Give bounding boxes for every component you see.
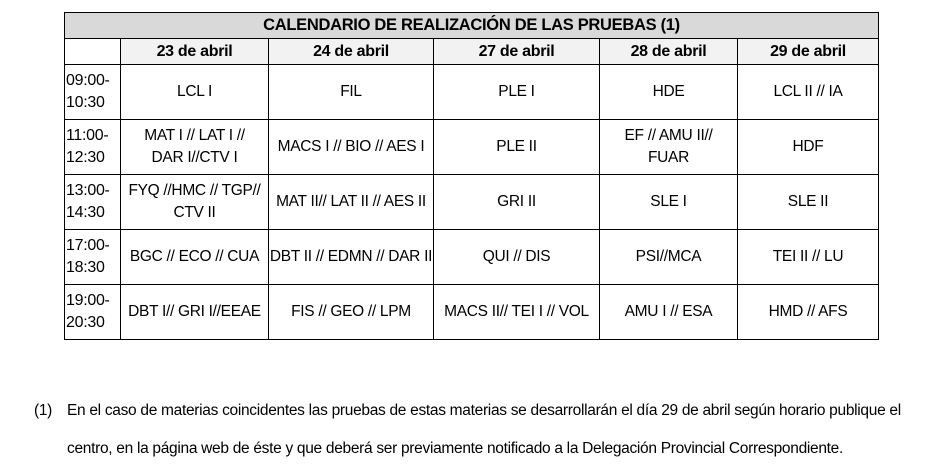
footnote-marker: (1) (34, 402, 53, 419)
header-date: 29 de abril (738, 39, 879, 65)
exam-subjects: HMD // AFS (768, 303, 848, 320)
exam-subjects: PLE II (496, 138, 537, 155)
exam-cell (434, 285, 600, 340)
exam-subjects: MACS I // BIO // AES I (277, 138, 425, 155)
exam-schedule-table (64, 12, 879, 340)
exam-cell (600, 230, 738, 285)
exam-subjects: SLE I (650, 193, 687, 210)
exam-subjects: EF // AMU II// (624, 127, 713, 144)
exam-subjects: FIL (340, 83, 362, 100)
exam-cell (121, 285, 269, 340)
time-end: 10:30 (66, 94, 105, 111)
exam-cell (600, 175, 738, 230)
header-row (65, 39, 879, 65)
time-start: 11:00- (66, 127, 109, 144)
exam-subjects: BGC // ECO // CUA (129, 248, 260, 265)
time-end: 14:30 (66, 204, 105, 221)
exam-subjects: PSI//MCA (635, 248, 702, 265)
time-end: 18:30 (66, 259, 105, 276)
exam-cell (738, 120, 879, 175)
exam-cell (738, 230, 879, 285)
table-row (65, 285, 879, 340)
exam-cell (434, 230, 600, 285)
header-date: 28 de abril (600, 39, 738, 65)
exam-subjects: FYQ //HMC // TGP// (128, 182, 261, 199)
exam-cell (269, 65, 434, 120)
exam-cell (600, 120, 738, 175)
exam-cell (434, 65, 600, 120)
exam-cell (434, 175, 600, 230)
header-blank (65, 39, 121, 65)
exam-cell (738, 65, 879, 120)
exam-subjects: MAT I // LAT I // (144, 127, 245, 144)
exam-subjects: HDE (652, 83, 685, 100)
exam-subjects: FIS // GEO // LPM (291, 303, 411, 320)
exam-cell (738, 285, 879, 340)
exam-subjects: LCL I (177, 83, 212, 100)
exam-cell (600, 65, 738, 120)
time-end: 20:30 (66, 314, 105, 331)
exam-subjects: FUAR (648, 149, 689, 166)
table-row (65, 120, 879, 175)
table-row (65, 230, 879, 285)
footnote-text: En el caso de materias coincidentes las pruebas de estas materias se desarrollarán el día 29 de abril según horario publique el centro, en la página web de éste y que deberá ser previamente notificado a la Delegación Provincial Correspondiente. (67, 402, 901, 457)
time-start: 13:00- (66, 182, 110, 199)
exam-cell (121, 65, 269, 120)
time-slot (65, 120, 121, 175)
time-end: 12:30 (66, 149, 105, 166)
exam-cell (269, 230, 434, 285)
time-slot (65, 285, 121, 340)
exam-cell (434, 120, 600, 175)
table-row (65, 175, 879, 230)
exam-subjects: GRI II (497, 193, 536, 210)
header-date: 23 de abril (121, 39, 269, 65)
exam-cell (269, 120, 434, 175)
exam-cell (269, 285, 434, 340)
exam-subjects: DBT I// GRI I//EEAE (128, 303, 261, 320)
time-start: 17:00- (66, 237, 110, 254)
time-start: 09:00- (66, 72, 110, 89)
exam-subjects: PLE I (498, 83, 535, 100)
exam-subjects: QUI // DIS (482, 248, 551, 265)
exam-cell (738, 175, 879, 230)
time-start: 19:00- (66, 292, 110, 309)
exam-subjects: MAT II// LAT II // AES II (276, 193, 426, 210)
exam-subjects: CTV II (173, 204, 216, 221)
exam-subjects: SLE II (787, 193, 829, 210)
header-date: 24 de abril (269, 39, 434, 65)
exam-subjects: TEI II // LU (772, 248, 844, 265)
exam-subjects: LCL II // IA (773, 83, 843, 100)
time-slot (65, 65, 121, 120)
exam-cell (600, 285, 738, 340)
exam-subjects: AMU I // ESA (624, 303, 713, 320)
exam-cell (269, 175, 434, 230)
exam-subjects: HDF (792, 138, 824, 155)
table-title: CALENDARIO DE REALIZACIÓN DE LAS PRUEBAS (1) (65, 13, 879, 39)
exam-subjects: DBT II // EDMN // DAR II (269, 248, 433, 265)
time-slot (65, 230, 121, 285)
table-row (65, 65, 879, 120)
exam-subjects: DAR I//CTV I (151, 149, 238, 166)
exam-cell (121, 175, 269, 230)
exam-subjects: MACS II// TEI I // VOL (444, 303, 589, 320)
exam-cell (121, 120, 269, 175)
exam-cell (121, 230, 269, 285)
header-date: 27 de abril (434, 39, 600, 65)
time-slot (65, 175, 121, 230)
